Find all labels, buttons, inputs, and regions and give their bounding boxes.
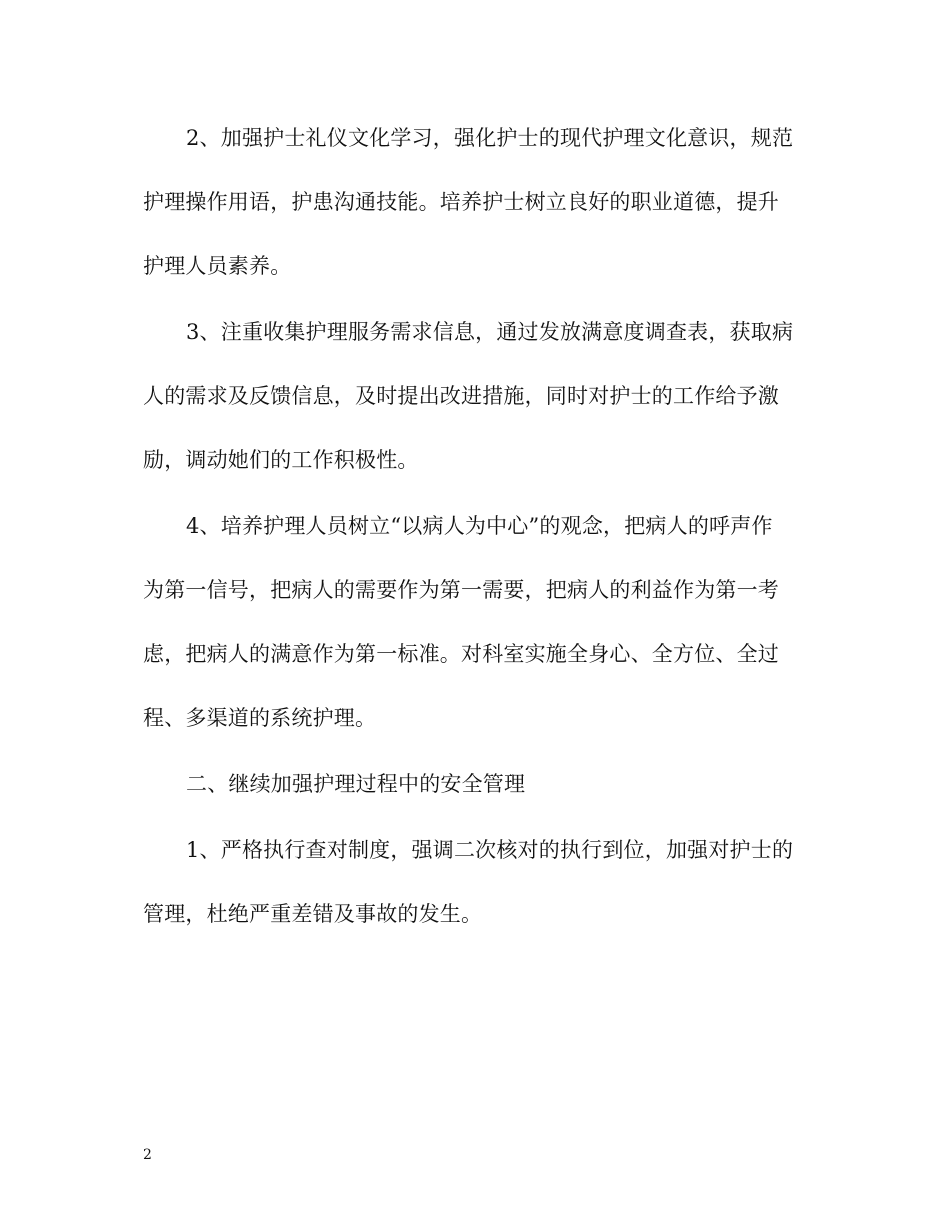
text-line: 3、注重收集护理服务需求信息，通过发放满意度调查表，获取病 [186, 320, 794, 344]
text-line: 护理人员素养。 [143, 254, 292, 278]
section-heading: 二、继续加强护理过程中的安全管理 [186, 772, 526, 796]
paragraph-etiquette-training [143, 125, 811, 279]
paragraph-service-feedback [143, 319, 811, 473]
page-number: 2 [143, 1147, 152, 1163]
text-line: 4、培养护理人员树立“以病人为中心”的观念，把病人的呼声作 [186, 514, 773, 538]
text-line: 励，调动她们的工作积极性。 [143, 448, 419, 472]
text-line: 护理操作用语，护患沟通技能。培养护士树立良好的职业道德，提升 [143, 190, 779, 214]
paragraph-patient-centered [143, 513, 811, 731]
text-line: 1、严格执行查对制度，强调二次核对的执行到位，加强对护士的 [186, 838, 794, 862]
text-line: 人的需求及反馈信息，及时提出改进措施，同时对护士的工作给予激 [143, 384, 779, 408]
text-line: 2、加强护士礼仪文化学习，强化护士的现代护理文化意识，规范 [186, 126, 794, 150]
document-body [143, 125, 811, 965]
section-heading-safety-management [143, 771, 811, 797]
text-line: 虑，把病人的满意作为第一标准。对科室实施全身心、全方位、全过 [143, 642, 779, 666]
text-line: 为第一信号，把病人的需要作为第一需要，把病人的利益作为第一考 [143, 578, 779, 602]
paragraph-verification-system [143, 837, 811, 927]
text-line: 管理，杜绝严重差错及事故的发生。 [143, 902, 483, 926]
text-line: 程、多渠道的系统护理。 [143, 706, 377, 730]
